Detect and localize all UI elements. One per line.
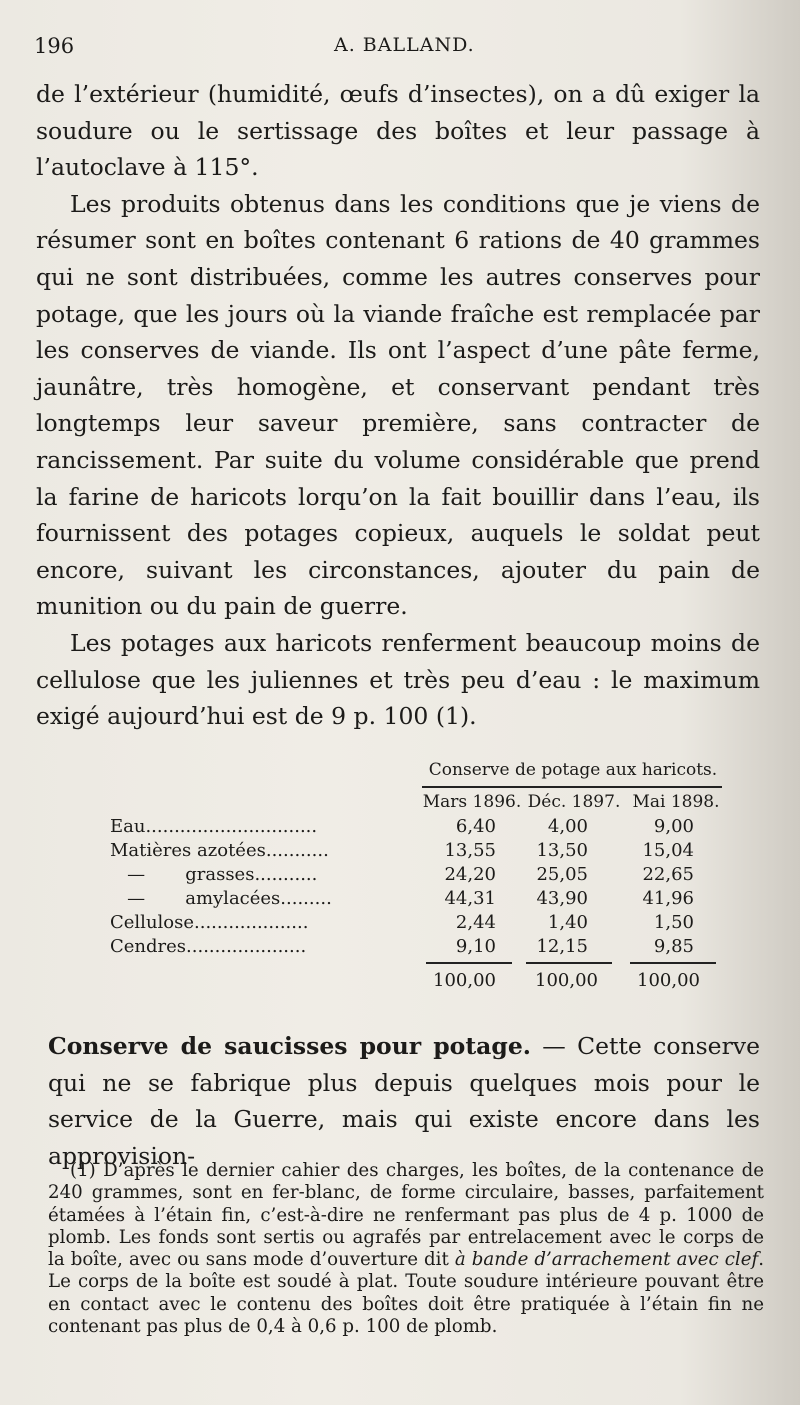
- total-value: 100,00: [433, 970, 496, 991]
- row-label: — grasses...........: [110, 864, 318, 885]
- cell-value: 12,15: [536, 936, 588, 957]
- paragraph-1: de l’extérieur (humidité, œufs d’insectes), on a dû exiger la soudure ou le sertissage des boîtes et leur passage à l’autoclave à 115°.: [36, 80, 760, 182]
- cell-value: 2,44: [455, 912, 496, 933]
- cell-value: 9,00: [653, 816, 694, 837]
- cell-value: 1,50: [653, 912, 694, 933]
- cell-value: 1,40: [547, 912, 588, 933]
- section-saucisses: [48, 1028, 760, 1174]
- cell-value: 13,55: [444, 840, 496, 861]
- footnote-part-1: (1) D’après le dernier cahier des charges, les boîtes, de la contenance de 240 grammes, sont en fer-blanc, de forme circulaire, basses, parfaitement étamées à l’étain fin, c’est-à-dire ne renfermant pas plus de 4 p. 1000 de plomb. Les fonds sont sertis ou agrafés par entrelacement avec le corps de la boîte, avec ou sans mode d’ouverture dit: [48, 1160, 764, 1271]
- table-row: [110, 864, 730, 888]
- page-number: 196: [34, 34, 75, 58]
- row-label: Cellulose....................: [110, 912, 309, 933]
- main-text: [36, 76, 760, 735]
- row-label: — amylacées.........: [110, 888, 332, 909]
- cell-value: 41,96: [642, 888, 694, 909]
- total-value: 100,00: [535, 970, 598, 991]
- footnote: [48, 1160, 764, 1338]
- cell-value: 4,00: [547, 816, 588, 837]
- cell-value: 9,10: [455, 936, 496, 957]
- table-row: [110, 840, 730, 864]
- table-row: [110, 912, 730, 936]
- cell-value: 25,05: [536, 864, 588, 885]
- totals-row: [110, 970, 730, 994]
- cell-value: 24,20: [444, 864, 496, 885]
- cell-value: 43,90: [536, 888, 588, 909]
- column-header: Mars 1896.: [422, 792, 522, 812]
- cell-value: 13,50: [536, 840, 588, 861]
- table-title: Conserve de potage aux haricots.: [428, 760, 718, 780]
- sum-rule: [630, 962, 716, 964]
- row-label: Eau..............................: [110, 816, 318, 837]
- section-paragraph: [48, 1028, 760, 1174]
- title-rule: [422, 786, 722, 788]
- paragraph-2: Les produits obtenus dans les conditions que je viens de résumer sont en boîtes contenant 6 rations de 40 grammes qui ne sont distribuées, comme les autres conserves pour potage, que les jours où la viande fraîche est remplacée par les conserves de viande. Ils ont l’aspect d’une pâte ferme, jaunâtre, très homogène, et conservant pendant très longtemps leur saveur première, sans contracter de rancissement. Par suite du volume considérable que prend la farine de haricots lorqu’on la fait bouillir dans l’eau, ils fournissent des potages copieux, auquels le soldat peut encore, suivant les circonstances, ajouter du pain de munition ou du pain de guerre.: [36, 189, 760, 621]
- cell-value: 9,85: [653, 936, 694, 957]
- cell-value: 22,65: [642, 864, 694, 885]
- row-label: Cendres.....................: [110, 936, 307, 957]
- row-label: Matières azotées...........: [110, 840, 329, 861]
- cell-value: 6,40: [455, 816, 496, 837]
- footnote-text: [48, 1160, 764, 1338]
- footnote-part-2: . Le corps de la boîte est soudé à plat. Toute soudure intérieure pouvant être en contact avec le contenu des boîtes doit être pratiquée à l’étain fin ne contenant pas plus de 0,4 à 0,6 p. 100 de plomb.: [48, 1249, 764, 1338]
- table-row: [110, 888, 730, 912]
- cell-value: 15,04: [642, 840, 694, 861]
- table-row: [110, 936, 730, 960]
- section-text: — Cette conserve qui ne se fabrique plus depuis quelques mois pour le service de la Guerre, mais qui existe encore dans les approvision-: [48, 1032, 760, 1170]
- column-header: Déc. 1897.: [527, 792, 621, 812]
- footnote-italic: à bande d’arrachement avec clef: [454, 1249, 759, 1271]
- running-head: A. BALLAND.: [334, 34, 475, 56]
- page-header: [34, 34, 760, 70]
- table-row: [110, 816, 730, 840]
- section-heading: Conserve de saucisses pour potage.: [48, 1032, 531, 1060]
- cell-value: 44,31: [444, 888, 496, 909]
- total-value: 100,00: [637, 970, 700, 991]
- sum-rule: [426, 962, 512, 964]
- sum-rule: [526, 962, 612, 964]
- column-header: Mai 1898.: [632, 792, 720, 812]
- paragraph-3: Les potages aux haricots renferment beaucoup moins de cellulose que les juliennes et très peu d’eau : le maximum exigé aujourd’hui est de 9 p. 100 (1).: [36, 628, 760, 731]
